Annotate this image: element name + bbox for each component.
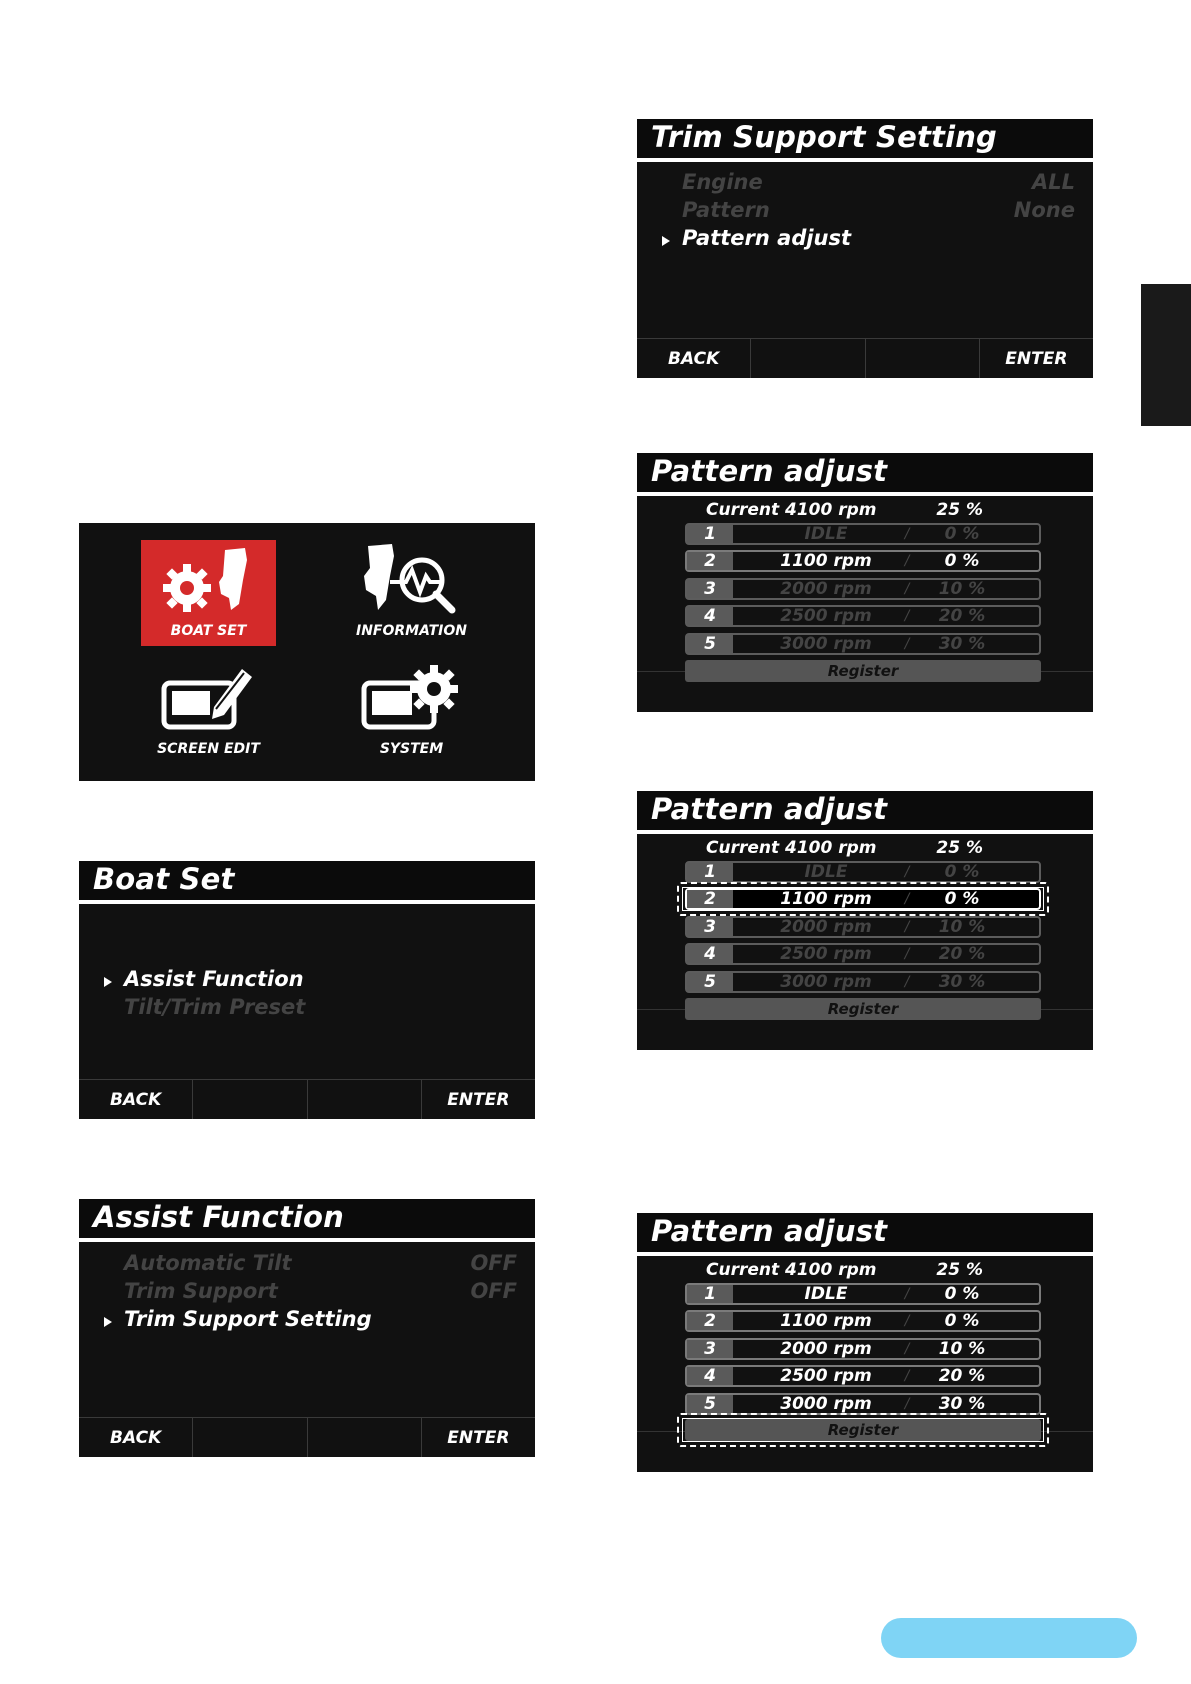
- row-separator: /: [904, 636, 910, 652]
- pattern-value: None: [1013, 198, 1075, 222]
- row-number: 1: [687, 525, 733, 543]
- pattern-row-5[interactable]: [685, 1393, 1041, 1415]
- row-separator: /: [904, 581, 910, 597]
- selection-highlight: [677, 882, 1049, 916]
- pattern-row-4[interactable]: [685, 1365, 1041, 1387]
- softkey-3[interactable]: [308, 1080, 422, 1119]
- current-rpm: Current 4100 rpm: [706, 500, 877, 520]
- row-pct: 10 %: [938, 1339, 986, 1359]
- row-pct: 0 %: [944, 524, 980, 544]
- softkey-2[interactable]: [751, 339, 865, 378]
- row-rpm: 2500 rpm: [780, 944, 872, 964]
- screen-title: Pattern adjust: [651, 454, 888, 488]
- screen-title: Trim Support Setting: [651, 120, 998, 154]
- current-readout: [706, 1260, 983, 1282]
- pattern-row-5[interactable]: [685, 633, 1041, 655]
- back-button[interactable]: BACK: [79, 1418, 193, 1457]
- menu-item-pattern-adjust[interactable]: Pattern adjust: [682, 226, 852, 250]
- pattern-row-4[interactable]: [685, 943, 1041, 965]
- enter-button[interactable]: ENTER: [447, 1427, 510, 1448]
- row-rpm: 2000 rpm: [780, 917, 872, 937]
- row-pct: 30 %: [938, 972, 986, 992]
- pattern-row-5[interactable]: [685, 971, 1041, 993]
- row-separator: /: [904, 553, 910, 569]
- tile-boat-set[interactable]: [141, 540, 276, 646]
- row-rpm: IDLE: [804, 862, 848, 882]
- row-rpm: 3000 rpm: [780, 1394, 872, 1414]
- row-separator: /: [904, 1313, 910, 1329]
- row-rpm: 1100 rpm: [780, 1311, 872, 1331]
- cursor-arrow-icon: [662, 236, 670, 246]
- row-rpm: 1100 rpm: [780, 551, 872, 571]
- menu-item-engine[interactable]: Engine: [682, 170, 763, 194]
- screen-title: Assist Function: [93, 1200, 345, 1234]
- assist-function-screen: [79, 1199, 535, 1457]
- back-button[interactable]: BACK: [79, 1080, 193, 1119]
- tile-screen-edit-label: SCREEN EDIT: [157, 741, 260, 757]
- row-pct: 0 %: [944, 1284, 980, 1304]
- row-pct: 0 %: [944, 1311, 980, 1331]
- register-button[interactable]: Register: [685, 1419, 1041, 1441]
- row-rpm: 2500 rpm: [780, 606, 872, 626]
- register-button[interactable]: Register: [685, 660, 1041, 682]
- screen-title: Boat Set: [93, 862, 235, 896]
- boat-set-screen: [79, 861, 535, 1119]
- softkey-3[interactable]: [308, 1418, 422, 1457]
- cursor-arrow-icon: [104, 977, 112, 987]
- row-pct: 20 %: [938, 944, 986, 964]
- trim-support-setting-screen: [637, 119, 1093, 378]
- title-bar: [637, 119, 1093, 162]
- current-readout: [706, 838, 983, 860]
- row-pct: 20 %: [938, 606, 986, 626]
- back-button[interactable]: BACK: [637, 339, 751, 378]
- trim-support-value: OFF: [470, 1279, 517, 1303]
- softkey-2[interactable]: [193, 1080, 307, 1119]
- menu-item-trim-support[interactable]: Trim Support: [124, 1279, 278, 1303]
- pattern-row-2[interactable]: [685, 550, 1041, 572]
- tile-system-label: SYSTEM: [379, 741, 444, 757]
- row-separator: /: [904, 1368, 910, 1384]
- pattern-row-1[interactable]: [685, 1283, 1041, 1305]
- pattern-row-3[interactable]: [685, 916, 1041, 938]
- pattern-adjust-screen-3: [637, 1213, 1093, 1472]
- softkey-bar: [79, 1417, 535, 1457]
- row-rpm: 2500 rpm: [780, 1366, 872, 1386]
- pattern-row-3[interactable]: [685, 578, 1041, 600]
- row-rpm: IDLE: [804, 1284, 848, 1304]
- gear-outboard-icon: [159, 546, 259, 616]
- row-separator: /: [904, 1341, 910, 1357]
- current-rpm: Current 4100 rpm: [706, 838, 877, 858]
- softkey-bar: [79, 1079, 535, 1119]
- pattern-row-1[interactable]: [685, 523, 1041, 545]
- row-number: 3: [687, 918, 733, 936]
- row-number: 5: [687, 973, 733, 991]
- outboard-diagnostic-icon: [356, 540, 466, 616]
- enter-button[interactable]: ENTER: [1005, 348, 1068, 369]
- section-side-tab: [1141, 284, 1191, 426]
- pattern-adjust-screen-1: [637, 453, 1093, 712]
- softkey-bar: [637, 338, 1093, 378]
- pattern-row-3[interactable]: [685, 1338, 1041, 1360]
- tile-screen-edit[interactable]: [141, 663, 276, 769]
- row-number: 2: [687, 552, 733, 570]
- row-number: 5: [687, 635, 733, 653]
- current-readout: [706, 500, 983, 522]
- row-separator: /: [904, 974, 910, 990]
- row-separator: /: [904, 891, 910, 907]
- menu-item-tilt-trim-preset[interactable]: Tilt/Trim Preset: [124, 995, 306, 1019]
- title-bar: [637, 453, 1093, 496]
- row-pct: 30 %: [938, 1394, 986, 1414]
- title-bar: [637, 1213, 1093, 1256]
- row-rpm: 2000 rpm: [780, 1339, 872, 1359]
- row-separator: /: [904, 864, 910, 880]
- screen-gear-icon: [356, 663, 466, 733]
- selection-highlight: [677, 1413, 1049, 1447]
- row-pct: 10 %: [938, 579, 986, 599]
- home-screen: [79, 523, 535, 781]
- cursor-arrow-icon: [104, 1317, 112, 1327]
- row-pct: 20 %: [938, 1366, 986, 1386]
- row-number: 3: [687, 580, 733, 598]
- current-trim-pct: 25 %: [936, 838, 983, 858]
- enter-button[interactable]: ENTER: [447, 1089, 510, 1110]
- pattern-row-2[interactable]: [685, 1310, 1041, 1332]
- row-separator: /: [904, 526, 910, 542]
- menu-item-trim-support-setting[interactable]: Trim Support Setting: [124, 1307, 372, 1331]
- row-rpm: 3000 rpm: [780, 972, 872, 992]
- title-bar: [79, 861, 535, 904]
- row-pct: 10 %: [938, 917, 986, 937]
- row-pct: 0 %: [944, 551, 980, 571]
- row-number: 4: [687, 607, 733, 625]
- row-pct: 0 %: [944, 889, 980, 909]
- engine-value: ALL: [1031, 170, 1075, 194]
- softkey-3[interactable]: [866, 339, 980, 378]
- row-pct: 0 %: [944, 862, 980, 882]
- pattern-row-4[interactable]: [685, 605, 1041, 627]
- row-rpm: IDLE: [804, 524, 848, 544]
- row-number: 1: [687, 863, 733, 881]
- menu-item-automatic-tilt[interactable]: Automatic Tilt: [124, 1251, 292, 1275]
- softkey-2[interactable]: [193, 1418, 307, 1457]
- current-trim-pct: 25 %: [936, 1260, 983, 1280]
- row-rpm: 3000 rpm: [780, 634, 872, 654]
- menu-item-pattern[interactable]: Pattern: [682, 198, 770, 222]
- automatic-tilt-value: OFF: [470, 1251, 517, 1275]
- row-separator: /: [904, 919, 910, 935]
- row-number: 3: [687, 1340, 733, 1358]
- tile-information[interactable]: [344, 540, 479, 646]
- tile-information-label: INFORMATION: [356, 623, 467, 639]
- page-indicator-pill: [881, 1618, 1137, 1658]
- screen-title: Pattern adjust: [651, 792, 888, 826]
- current-rpm: Current 4100 rpm: [706, 1260, 877, 1280]
- title-bar: [637, 791, 1093, 834]
- tile-system[interactable]: [344, 663, 479, 769]
- row-separator: /: [904, 608, 910, 624]
- pattern-row-1[interactable]: [685, 861, 1041, 883]
- row-pct: 30 %: [938, 634, 986, 654]
- title-bar: [79, 1199, 535, 1242]
- tile-boat-set-label: BOAT SET: [170, 623, 247, 639]
- pattern-adjust-screen-2: [637, 791, 1093, 1050]
- screen-edit-icon: [158, 663, 258, 733]
- row-number: 4: [687, 1367, 733, 1385]
- menu-item-assist-function[interactable]: Assist Function: [124, 967, 304, 991]
- row-number: 4: [687, 945, 733, 963]
- row-number: 1: [687, 1285, 733, 1303]
- row-rpm: 2000 rpm: [780, 579, 872, 599]
- row-separator: /: [904, 1396, 910, 1412]
- row-separator: /: [904, 1286, 910, 1302]
- row-number: 2: [687, 890, 733, 908]
- row-rpm: 1100 rpm: [780, 889, 872, 909]
- screen-title: Pattern adjust: [651, 1214, 888, 1248]
- row-separator: /: [904, 946, 910, 962]
- row-number: 2: [687, 1312, 733, 1330]
- current-trim-pct: 25 %: [936, 500, 983, 520]
- row-number: 5: [687, 1395, 733, 1413]
- register-button[interactable]: Register: [685, 998, 1041, 1020]
